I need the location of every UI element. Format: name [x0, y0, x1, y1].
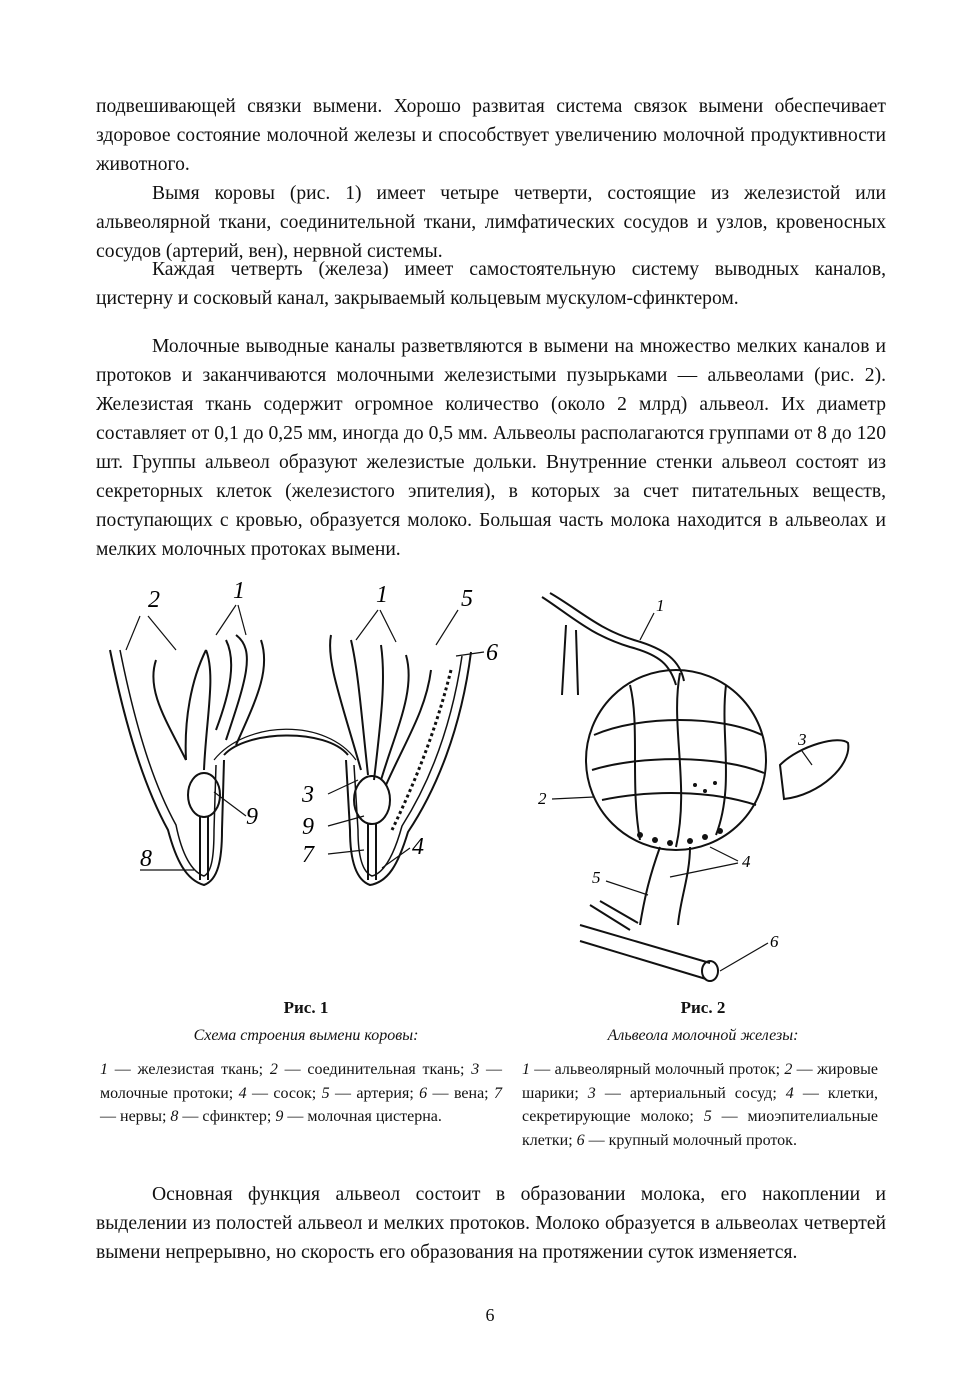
fig1-subtitle: Схема строения вымени коровы: — [193, 1027, 419, 1044]
fig2-callout-1: 1 — [656, 596, 665, 615]
fig2-callout-3: 3 — [798, 730, 807, 749]
udder-diagram — [96, 580, 516, 900]
fig1-callout-9a: 9 — [246, 804, 258, 830]
fig1-callout-3: 3 — [302, 782, 314, 808]
fig1-callout-1b: 1 — [376, 582, 388, 608]
fig1-callout-7: 7 — [302, 842, 314, 868]
fig2-subtitle: Альвеола молочной железы: — [607, 1027, 799, 1044]
large-duct — [580, 925, 710, 979]
paragraph-1: подвешивающей связки вымени. Хорошо развитая система связок вымени обеспечивает здоровое состояние молочной железы и способствует увеличению молочной продуктивности животного. — [96, 96, 886, 175]
fig1-callout-5: 5 — [461, 586, 473, 612]
fig1-callout-1a: 1 — [233, 580, 245, 604]
fig1-callout-8: 8 — [140, 846, 152, 872]
arterial-vessel — [780, 740, 848, 799]
fig2-callout-2: 2 — [538, 789, 547, 808]
alveolus-diagram — [530, 585, 880, 995]
fig1-legend: 1 — железистая ткань; 2 — соединительная ткань; 3 — молочные протоки; 4 — сосок; 5 — артерия; 6 — вена; 7 — нервы; 8 — сфинктер; 9 — молочная цистерна. — [100, 1061, 503, 1125]
paragraph-2: Вымя коровы (рис. 1) имеет четыре четверти, состоящие из железистой или альвеолярной ткани, соединительной ткани, лимфатических сосудов и узлов, кровеносных сосудов (артерий, вен), нервной системы. — [96, 183, 886, 262]
fig1-callout-4: 4 — [412, 834, 424, 860]
paragraph-3: Каждая четверть (железа) имеет самостоятельную систему выводных каналов, цистерну и сосковый канал, закрываемый кольцевым мускулом-сфинктером. — [96, 259, 886, 309]
page-number: 6 — [485, 1305, 495, 1325]
fig1-title: Рис. 1 — [283, 998, 329, 1017]
fig2-legend: 1 — альвеолярный молочный проток; 2 — жировые шарики; 3 — артериальный сосуд; 4 — клетки, секретирующие молоко; 5 — миоэпителиальные клетки; 6 — крупный молочный проток. — [522, 1061, 879, 1149]
fig2-callout-4: 4 — [742, 852, 751, 871]
fig2-callout-6: 6 — [770, 932, 779, 951]
paragraph-5: Основная функция альвеол состоит в образовании молока, его накоплении и выделении из полостей альвеол и мелких протоков. Молоко образуется в альвеолах четвертей вымени непрерывно, но скорость его образования на протяжении суток изменяется. — [96, 1184, 886, 1263]
fig1-callout-6: 6 — [486, 640, 498, 666]
fig2-callout-5: 5 — [592, 868, 601, 887]
paragraph-4: Молочные выводные каналы разветвляются в вымени на множество мелких каналов и протоков и заканчиваются молочными железистыми пузырьками — альвеолами (рис. 2). Железистая ткань содержит огромное количество (около 2 млрд) альвеол. Их диаметр составляет от 0,1 до 0,25 мм, иногда до 0,5 мм. Альвеолы располагаются группами от 8 до 120 шт. Группы альвеол образуют железистые дольки. Внутренние стенки альвеол состоят из секреторных клеток (железистого эпителия), в которых за счет питательных веществ, поступающих с кровью, образуется молоко. Большая часть молока находится в альвеолах и мелких молочных протоках вымени. — [96, 336, 886, 560]
fig2-title: Рис. 2 — [680, 998, 726, 1017]
fig1-callout-2: 2 — [148, 587, 160, 613]
fig1-callout-9b: 9 — [302, 814, 314, 840]
